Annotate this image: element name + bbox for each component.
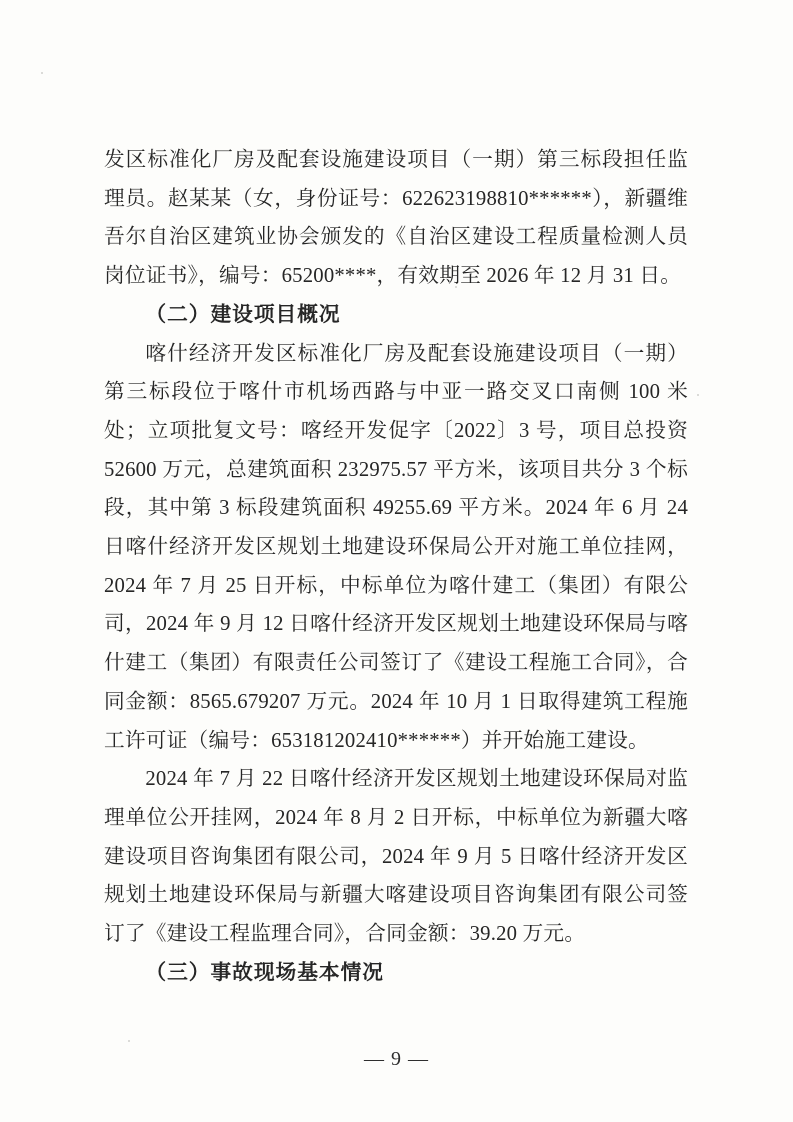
page-number: — 9 — [364, 1048, 429, 1070]
body-paragraph: 2024 年 7 月 22 日喀什经济开发区规划土地建设环保局对监理单位公开挂网，2024 年 8 月 2 日开标，中标单位为新疆大喀建设项目咨询集团有限公司，2024 年 9 月 5 日喀什经济开发区规划土地建设环保局与新疆大喀建设项目咨询集团有限公司签订了《建设工程监理合同》，合同金额：39.20 万元。 [104, 768, 688, 946]
body-paragraph: 喀什经济开发区标准化厂房及配套设施建设项目（一期）第三标段位于喀什市机场西路与中亚一路交叉口南侧 100 米处；立项批复文号：喀经开发促字〔2022〕3 号，项目总投资 52600 万元，总建筑面积 232975.57 平方米，该项目共分 3 个标段，其中第 3 标段建筑面积 49255.69 平方米。2024 年 6 月 24 日喀什经济开发区规划土地建设环保局公开对施工单位挂网，2024 年 7 月 25 日开标，中标单位为喀什建工（集团）有限公司，2024 年 9 月 12 日喀什经济开发区规划土地建设环保局与喀什建工（集团）有限责任公司签订了《建设工程施工合同》，合同金额：8565.679207 万元。2024 年 10 月 1 日取得建筑工程施工许可证（编号：653181202410******）并开始施工建设。 [104, 342, 688, 752]
scan-speckle [128, 1040, 130, 1042]
scan-speckle [41, 72, 43, 74]
body-paragraph: 发区标准化厂房及配套设施建设项目（一期）第三标段担任监理员。赵某某（女，身份证号：622623198810******），新疆维吾尔自治区建筑业协会颁发的《自治区建设工程质量检测人员岗位证书》，编号：65200****，有效期至 2026 年 12 月 31 日。 [104, 149, 688, 288]
section-heading: （三）事故现场基本情况 [145, 961, 384, 984]
section-heading: （二）建设项目概况 [145, 303, 341, 326]
scan-speckle [697, 394, 699, 396]
document-body [104, 141, 688, 992]
